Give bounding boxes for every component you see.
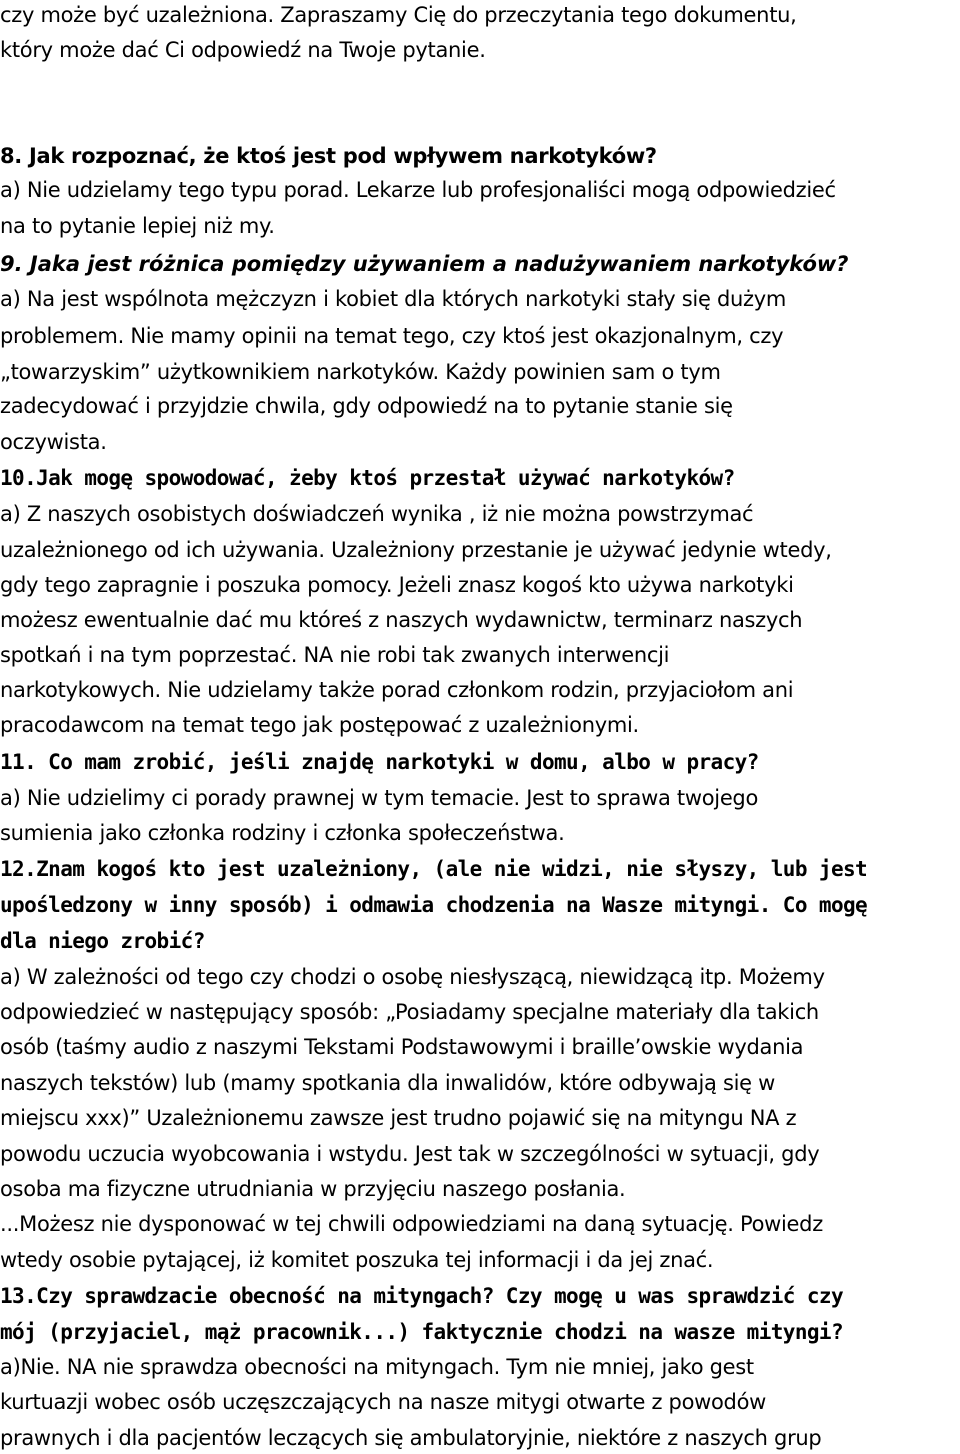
- text-line: oczywista.: [0, 430, 107, 454]
- text-line: pracodawcom na temat tego jak postępować z uzależnionymi.: [0, 713, 639, 737]
- text-line: a) W zależności od tego czy chodzi o osobę niesłyszącą, niewidzącą itp. Możemy: [0, 965, 825, 989]
- text-line: „towarzyskim” użytkownikiem narkotyków. Każdy powinien sam o tym: [0, 360, 721, 384]
- text-line: ...Możesz nie dysponować w tej chwili odpowiedziami na daną sytuację. Powiedz: [0, 1212, 823, 1236]
- text-line: prawnych i dla pacjentów leczących się ambulatoryjnie, niektóre z naszych grup: [0, 1426, 822, 1450]
- text-line: kurtuazji wobec osób uczęszczających na nasze mitygi otwarte z powodów: [0, 1390, 767, 1414]
- text-line: spotkań i na tym poprzestać. NA nie robi tak zwanych interwencji: [0, 643, 670, 667]
- text-line: a) Z naszych osobistych doświadczeń wynika , iż nie można powstrzymać: [0, 502, 754, 526]
- text-line: a) Nie udzielamy tego typu porad. Lekarze lub profesjonaliści mogą odpowiedzieć: [0, 178, 836, 202]
- text-line: możesz ewentualnie dać mu któreś z naszych wydawnictw, terminarz naszych: [0, 608, 803, 632]
- text-line: sumienia jako członka rodziny i członka społeczeństwa.: [0, 821, 565, 845]
- question-heading: 11. Co mam zrobić, jeśli znajdę narkotyki w domu, albo w pracy?: [0, 750, 759, 774]
- text-line: osoba ma fizyczne utrudniania w przyjęciu naszego posłania.: [0, 1177, 626, 1201]
- question-heading: mój (przyjaciel, mąż pracownik...) faktycznie chodzi na wasze mityngi?: [0, 1320, 844, 1344]
- text-line: gdy tego zapragnie i poszuka pomocy. Jeżeli znasz kogoś kto używa narkotyki: [0, 573, 794, 597]
- question-heading: 12.Znam kogoś kto jest uzależniony, (ale nie widzi, nie słyszy, lub jest: [0, 857, 868, 881]
- question-heading: upośledzony w inny sposób) i odmawia chodzenia na Wasze mityngi. Co mogę: [0, 893, 868, 917]
- text-line: powodu uczucia wyobcowania i wstydu. Jest tak w szczególności w sytuacji, gdy: [0, 1142, 820, 1166]
- text-line: problemem. Nie mamy opinii na temat tego, czy ktoś jest okazjonalnym, czy: [0, 324, 784, 348]
- text-line: naszych tekstów) lub (mamy spotkania dla inwalidów, które odbywają się w: [0, 1071, 775, 1095]
- text-line: a) Nie udzielimy ci porady prawnej w tym temacie. Jest to sprawa twojego: [0, 786, 759, 810]
- text-line: czy może być uzależniona. Zapraszamy Cię do przeczytania tego dokumentu,: [0, 3, 797, 27]
- text-line: a)Nie. NA nie sprawdza obecności na mityngach. Tym nie mniej, jako gest: [0, 1355, 754, 1379]
- text-line: który może dać Ci odpowiedź na Twoje pytanie.: [0, 38, 486, 62]
- text-line: osób (taśmy audio z naszymi Tekstami Podstawowymi i braille’owskie wydania: [0, 1035, 804, 1059]
- text-line: uzależnionego od ich używania. Uzależniony przestanie je używać jedynie wtedy,: [0, 538, 832, 562]
- question-heading: dla niego zrobić?: [0, 929, 205, 953]
- text-line: miejscu xxx)” Uzależnionemu zawsze jest trudno pojawić się na mityngu NA z: [0, 1106, 797, 1130]
- text-line: na to pytanie lepiej niż my.: [0, 214, 275, 238]
- question-heading: 10.Jak mogę spowodować, żeby ktoś przestał używać narkotyków?: [0, 466, 735, 490]
- question-heading: 9. Jaka jest różnica pomiędzy używaniem a nadużywaniem narkotyków?: [0, 252, 849, 276]
- text-line: narkotykowych. Nie udzielamy także porad członkom rodzin, przyjaciołom ani: [0, 678, 794, 702]
- text-line: a) Na jest wspólnota mężczyzn i kobiet dla których narkotyki stały się dużym: [0, 287, 787, 311]
- text-line: odpowiedzieć w następujący sposób: „Posiadamy specjalne materiały dla takich: [0, 1000, 819, 1024]
- question-heading: 8. Jak rozpoznać, że ktoś jest pod wpływem narkotyków?: [0, 144, 657, 168]
- question-heading: 13.Czy sprawdzacie obecność na mityngach? Czy mogę u was sprawdzić czy: [0, 1284, 844, 1308]
- text-line: zadecydować i przyjdzie chwila, gdy odpowiedź na to pytanie stanie się: [0, 394, 733, 418]
- text-line: wtedy osobie pytającej, iż komitet poszuka tej informacji i da jej znać.: [0, 1248, 714, 1272]
